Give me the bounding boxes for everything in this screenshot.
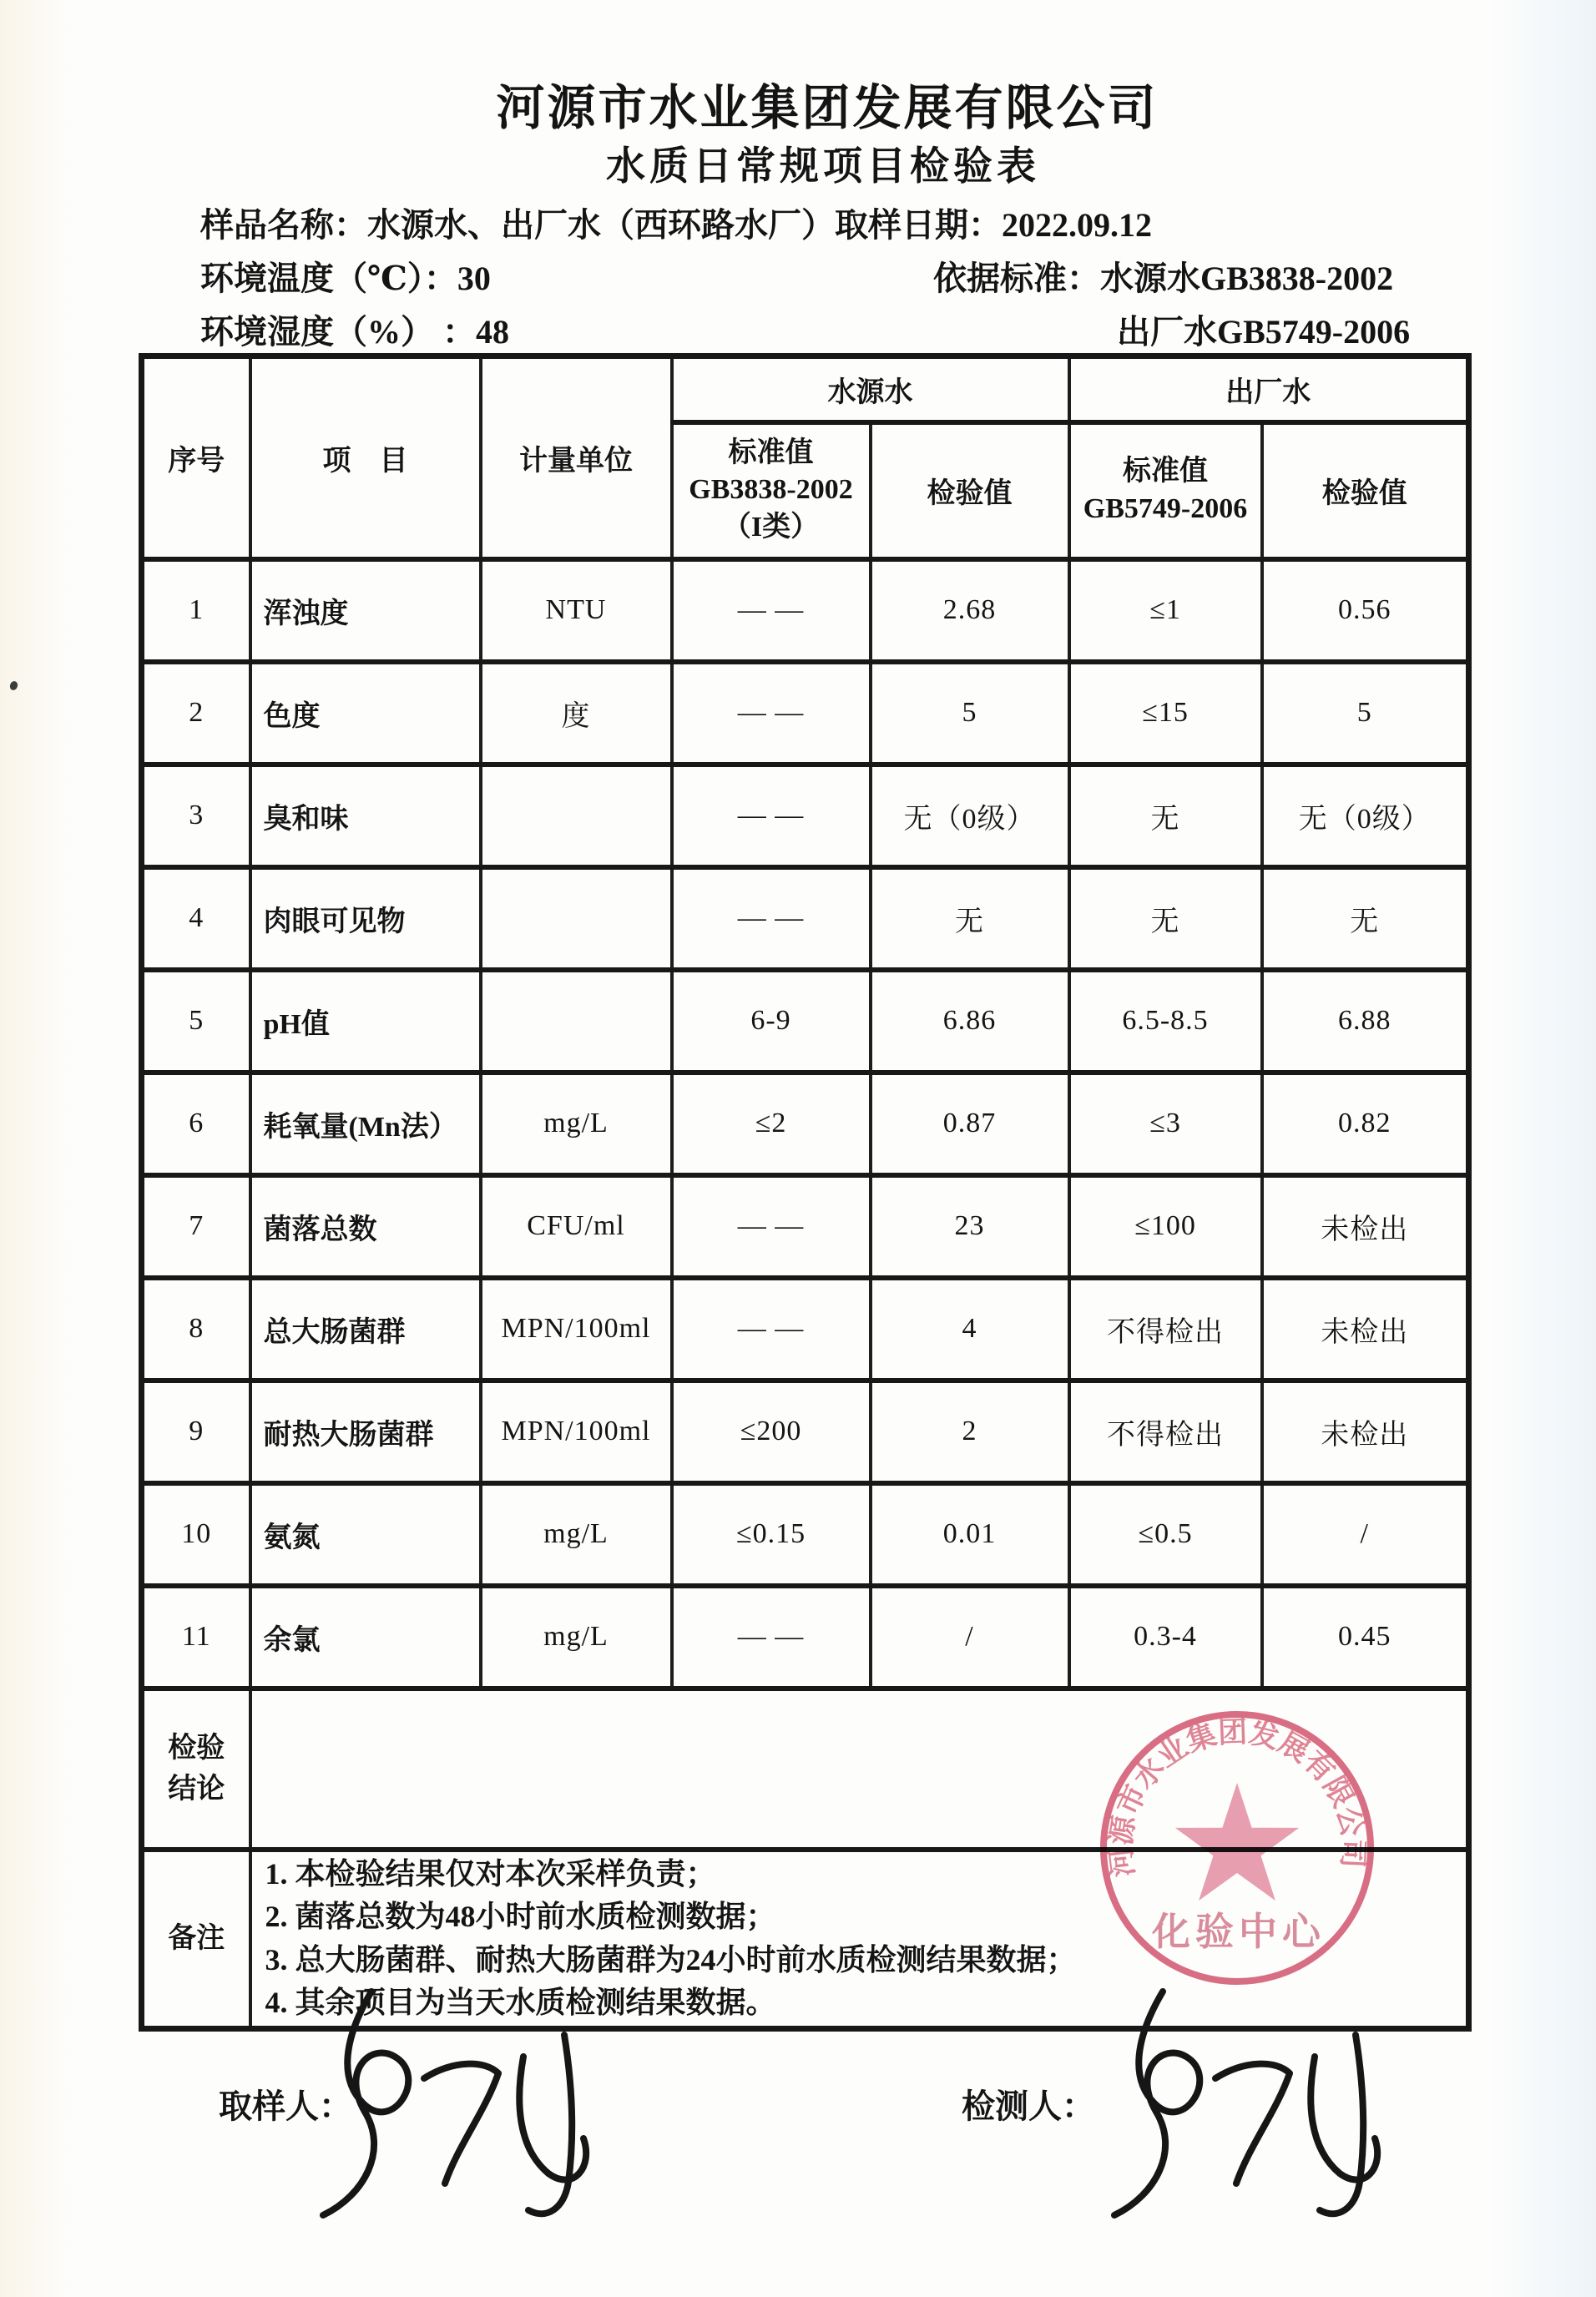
- seal-center-text: 化验中心: [1152, 1911, 1326, 1953]
- cell-unit: MPN/100ml: [481, 1278, 672, 1381]
- cell-val1: 4: [871, 1278, 1069, 1381]
- cell-val2: 0.56: [1262, 559, 1469, 662]
- cell-unit: mg/L: [481, 1483, 672, 1586]
- env-temperature: 环境温度（℃）：30: [200, 260, 491, 297]
- cell-no: 4: [142, 867, 250, 970]
- header-group-source-water: 水源水: [672, 356, 1069, 422]
- cell-item: 总大肠菌群: [250, 1278, 481, 1381]
- header-seq: 序号: [142, 356, 250, 559]
- table-row: [142, 1073, 1469, 1175]
- signature-strokes: [323, 1992, 586, 2215]
- std1-line1: 标准值: [728, 437, 814, 469]
- cell-std2: 6.5-8.5: [1069, 970, 1262, 1073]
- std2-line1: 标准值: [1123, 456, 1208, 487]
- table-row: [142, 1381, 1469, 1483]
- remark-label: 备注: [142, 1850, 250, 2029]
- cell-val1: 2.68: [871, 559, 1069, 662]
- table-row: [142, 559, 1469, 662]
- cell-std1: — —: [672, 559, 871, 662]
- cell-item: 浑浊度: [250, 559, 481, 662]
- header-item: 项 目: [250, 356, 481, 559]
- report-title: 水质日常规项目检验表: [606, 145, 1040, 189]
- cell-val1: 23: [871, 1175, 1069, 1278]
- cell-std1: — —: [672, 765, 871, 867]
- cell-unit: 度: [481, 662, 672, 765]
- cell-no: 8: [142, 1278, 250, 1381]
- table-row: [142, 867, 1469, 970]
- cell-no: 11: [142, 1586, 250, 1689]
- cell-std2: ≤0.5: [1069, 1483, 1262, 1586]
- cell-val2: 0.45: [1262, 1586, 1469, 1689]
- cell-no: 10: [142, 1483, 250, 1586]
- standard-basis: 依据标准：水源水GB3838-2002: [933, 260, 1394, 297]
- cell-no: 3: [142, 765, 250, 867]
- std1-line2: GB3838-2002: [689, 474, 853, 506]
- tester-label: 检测人：: [962, 2087, 1095, 2125]
- header-standard-outlet: [1069, 422, 1262, 559]
- cell-unit: [481, 765, 672, 867]
- cell-val1: 6.86: [871, 970, 1069, 1073]
- cell-std1: ≤200: [672, 1381, 871, 1483]
- cell-std1: ≤0.15: [672, 1483, 871, 1586]
- cell-item: 肉眼可见物: [250, 867, 481, 970]
- cell-std1: — —: [672, 662, 871, 765]
- cell-unit: NTU: [481, 559, 672, 662]
- cell-no: 9: [142, 1381, 250, 1483]
- cell-val2: 5: [1262, 662, 1469, 765]
- sampler-signature: [246, 1976, 605, 2227]
- header-group-outlet-water: 出厂水: [1069, 356, 1469, 422]
- conclusion-label-line2: 结论: [168, 1774, 225, 1805]
- company-title: 河源市水业集团发展有限公司: [496, 81, 1159, 135]
- cell-val1: 无: [871, 867, 1069, 970]
- cell-item: 氨氮: [250, 1483, 481, 1586]
- header-standard-source: [672, 422, 871, 559]
- remark-line: 2. 菌落总数为48小时前水质检测数据；: [265, 1900, 776, 1934]
- cell-val1: /: [871, 1586, 1069, 1689]
- table-row: [142, 1175, 1469, 1278]
- remark-line: 3. 总大肠菌群、耐热大肠菌群为24小时前水质检测结果数据；: [265, 1942, 1077, 1976]
- header-test-source: 检验值: [871, 422, 1069, 559]
- cell-val2: /: [1262, 1483, 1469, 1586]
- seal-ring-textpath: 河源市水业集团发展有限公司: [1104, 1715, 1370, 1879]
- sample-name-line: [200, 199, 1152, 246]
- cell-unit: [481, 970, 672, 1073]
- cell-item: 余氯: [250, 1586, 481, 1689]
- remark-line: 4. 其余项目为当天水质检测结果数据。: [265, 1986, 776, 2020]
- cell-val1: 无（0级）: [871, 765, 1069, 867]
- cell-val1: 5: [871, 662, 1069, 765]
- table-row: [142, 970, 1469, 1073]
- conclusion-label: [142, 1689, 250, 1850]
- cell-std2: ≤1: [1069, 559, 1262, 662]
- cell-val1: 0.87: [871, 1073, 1069, 1175]
- cell-unit: MPN/100ml: [481, 1381, 672, 1483]
- sample-date-value: 2022.09.12: [1002, 206, 1152, 244]
- cell-val2: 0.82: [1262, 1073, 1469, 1175]
- header-unit: 计量单位: [481, 356, 672, 559]
- cell-unit: mg/L: [481, 1073, 672, 1175]
- sample-value: 水源水、出厂水（西环路水厂）: [367, 206, 835, 244]
- cell-std2: ≤100: [1069, 1175, 1262, 1278]
- cell-val2: 无: [1262, 867, 1469, 970]
- company-seal-stamp: [1087, 1696, 1404, 2030]
- remark-line: 1. 本检验结果仅对本次采样负责；: [265, 1856, 716, 1891]
- cell-std1: ≤2: [672, 1073, 871, 1175]
- cell-std2: ≤15: [1069, 662, 1262, 765]
- cell-std1: — —: [672, 1175, 871, 1278]
- cell-val1: 2: [871, 1381, 1069, 1483]
- cell-val2: 6.88: [1262, 970, 1469, 1073]
- cell-std2: 不得检出: [1069, 1278, 1262, 1381]
- table-row: [142, 1278, 1469, 1381]
- cell-val2: 未检出: [1262, 1381, 1469, 1483]
- cell-unit: [481, 867, 672, 970]
- cell-val1: 0.01: [871, 1483, 1069, 1586]
- cell-std2: 不得检出: [1069, 1381, 1262, 1483]
- cell-std2: 无: [1069, 867, 1262, 970]
- cell-std2: ≤3: [1069, 1073, 1262, 1175]
- cell-item: 耐热大肠菌群: [250, 1381, 481, 1483]
- cell-item: pH值: [250, 970, 481, 1073]
- cell-no: 1: [142, 559, 250, 662]
- header-test-outlet: 检验值: [1262, 422, 1469, 559]
- ink-speck: [8, 680, 18, 691]
- cell-val2: 未检出: [1262, 1175, 1469, 1278]
- star-icon: [1175, 1783, 1299, 1901]
- table-row: [142, 662, 1469, 765]
- standard-outlet: 出厂水GB5749-2006: [1117, 313, 1411, 351]
- cell-no: 2: [142, 662, 250, 765]
- cell-item: 臭和味: [250, 765, 481, 867]
- cell-val2: 未检出: [1262, 1278, 1469, 1381]
- cell-no: 6: [142, 1073, 250, 1175]
- cell-std2: 无: [1069, 765, 1262, 867]
- cell-std2: 0.3-4: [1069, 1586, 1262, 1689]
- cell-item: 色度: [250, 662, 481, 765]
- cell-val2: 无（0级）: [1262, 765, 1469, 867]
- table-row: [142, 765, 1469, 867]
- cell-unit: CFU/ml: [481, 1175, 672, 1278]
- std1-line3: （I类）: [722, 511, 820, 543]
- cell-std1: — —: [672, 1586, 871, 1689]
- conclusion-label-line1: 检验: [168, 1732, 225, 1764]
- sampler-label: 取样人：: [219, 2087, 352, 2125]
- sample-label: 样品名称：: [200, 206, 367, 244]
- cell-item: 耗氧量(Mn法）: [250, 1073, 481, 1175]
- sample-date-label: 取样日期：: [835, 206, 1002, 244]
- cell-item: 菌落总数: [250, 1175, 481, 1278]
- cell-unit: mg/L: [481, 1586, 672, 1689]
- cell-std1: 6-9: [672, 970, 871, 1073]
- table-row: [142, 1586, 1469, 1689]
- env-humidity: 环境湿度（%） ：48: [200, 313, 509, 351]
- cell-std1: — —: [672, 1278, 871, 1381]
- cell-no: 5: [142, 970, 250, 1073]
- std2-line2: GB5749-2006: [1083, 492, 1248, 524]
- cell-std1: — —: [672, 867, 871, 970]
- table-row: [142, 1483, 1469, 1586]
- cell-no: 7: [142, 1175, 250, 1278]
